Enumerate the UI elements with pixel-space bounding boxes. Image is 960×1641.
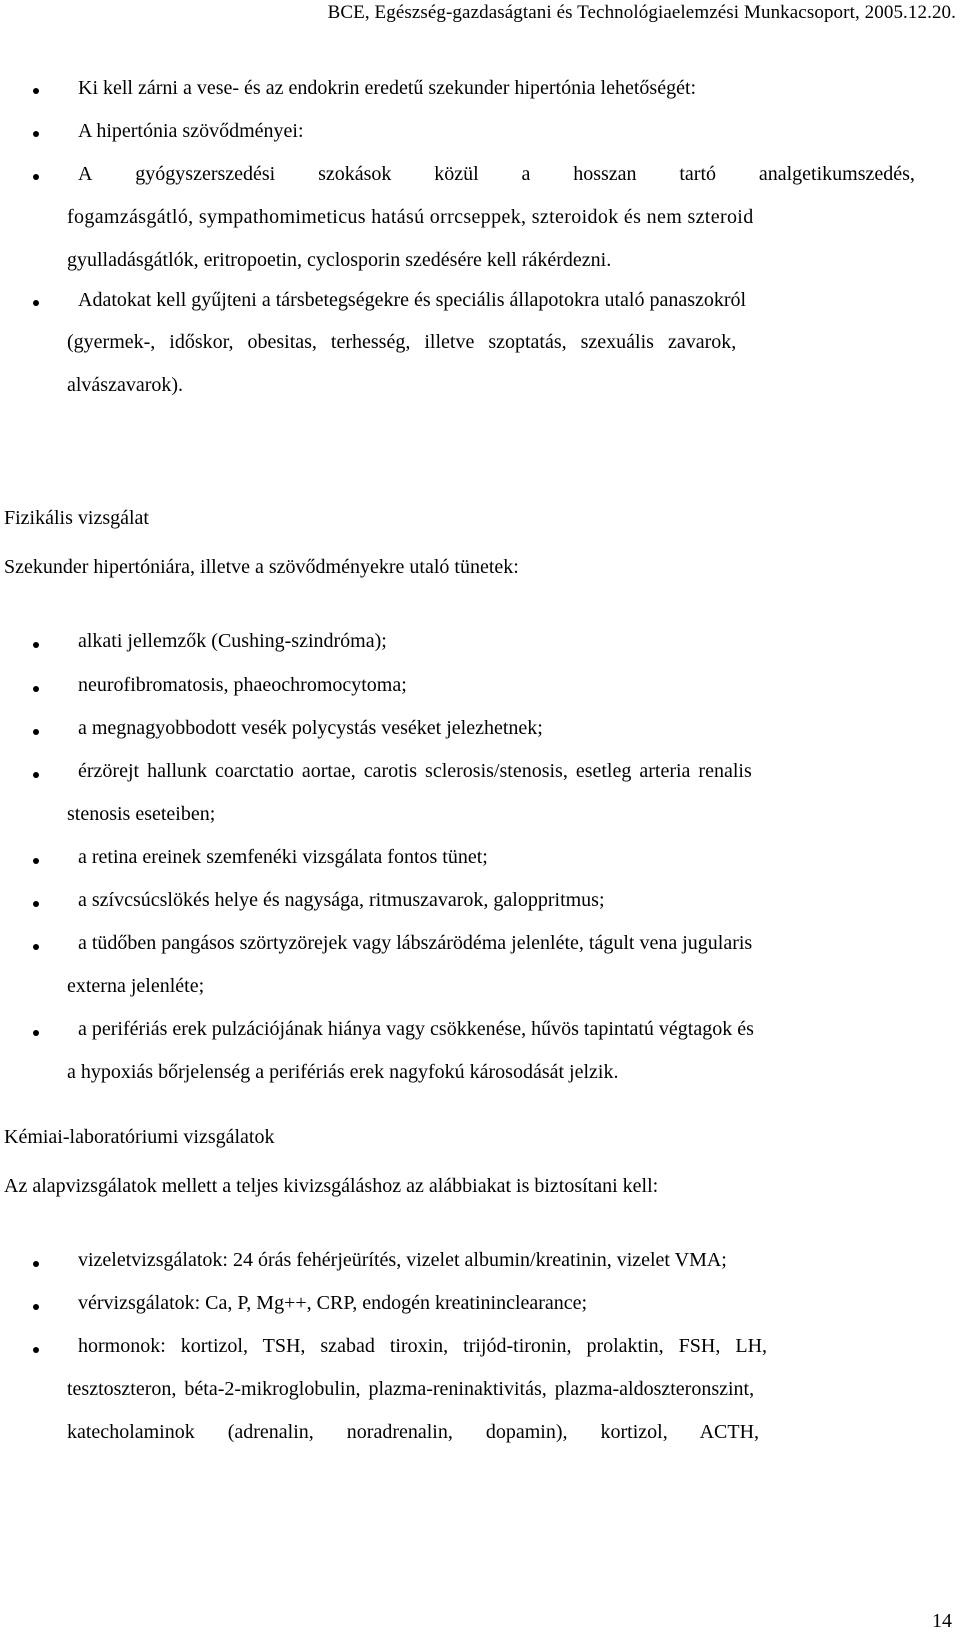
list-item-line: stenosis eseteiben; bbox=[67, 803, 216, 825]
bullet-icon bbox=[33, 300, 39, 306]
bullet-icon bbox=[33, 772, 39, 778]
bullet-icon bbox=[33, 131, 39, 137]
bullet-icon bbox=[33, 944, 39, 950]
running-header: BCE, Egészség-gazdaságtani és Technológiaelemzési Munkacsoport, 2005.12.20. bbox=[327, 2, 956, 23]
list-item-line: A gyógyszerszedési szokások közül a hosszan tartó analgetikumszedés, bbox=[78, 163, 915, 185]
list-item-line: Adatokat kell gyűjteni a társbetegségekre és speciális állapotokra utaló panaszokról bbox=[78, 289, 747, 311]
bullet-icon bbox=[33, 1347, 39, 1353]
bullet-icon bbox=[33, 901, 39, 907]
list-item-line: hormonok: kortizol, TSH, szabad tiroxin, trijód-tironin, prolaktin, FSH, LH, bbox=[78, 1335, 768, 1357]
list-item-line: alvászavarok). bbox=[67, 374, 184, 396]
bullet-icon bbox=[33, 1304, 39, 1310]
list-item-line: a perifériás erek pulzációjának hiánya vagy csökkenése, hűvös tapintatú végtagok és bbox=[78, 1018, 754, 1040]
list-item: a szívcsúcslökés helye és nagysága, ritmuszavarok, galoppritmus; bbox=[78, 889, 605, 911]
list-item-line: érzörejt hallunk coarctatio aortae, carotis sclerosis/stenosis, esetleg arteria renalis bbox=[78, 760, 752, 782]
list-item-line: a tüdőben pangásos szörtyzörejek vagy lábszárödéma jelenléte, tágult vena jugularis bbox=[78, 932, 753, 954]
list-item: alkati jellemzők (Cushing-szindróma); bbox=[78, 630, 387, 652]
section-heading-lab: Kémiai-laboratóriumi vizsgálatok bbox=[4, 1126, 275, 1148]
bullet-icon bbox=[33, 858, 39, 864]
list-item-line: a hypoxiás bőrjelenség a perifériás erek nagyfokú károsodását jelzik. bbox=[67, 1061, 619, 1083]
list-item-line: (gyermek-, időskor, obesitas, terhesség, illetve szoptatás, szexuális zavarok, bbox=[67, 331, 737, 353]
list-item: Ki kell zárni a vese- és az endokrin eredetű szekunder hipertónia lehetőségét: bbox=[78, 77, 697, 99]
bullet-icon bbox=[33, 1261, 39, 1267]
bullet-icon bbox=[33, 729, 39, 735]
list-item: vizeletvizsgálatok: 24 órás fehérjeürítés, vizelet albumin/kreatinin, vizelet VMA; bbox=[78, 1249, 727, 1271]
list-item-line: gyulladásgátlók, eritropoetin, cyclosporin szedésére kell rákérdezni. bbox=[67, 249, 612, 271]
bullet-icon bbox=[33, 88, 39, 94]
list-item-line: externa jelenléte; bbox=[67, 975, 205, 997]
list-item-line: fogamzásgátló, sympathomimeticus hatású orrcseppek, szteroidok és nem szteroid bbox=[67, 206, 754, 228]
list-item: a megnagyobbodott vesék polycystás veséket jelezhetnek; bbox=[78, 717, 543, 739]
list-item-line: katecholaminok (adrenalin, noradrenalin, dopamin), kortizol, ACTH, bbox=[67, 1421, 760, 1443]
bullet-icon bbox=[33, 642, 39, 648]
section-heading-physical: Fizikális vizsgálat bbox=[4, 507, 149, 529]
bullet-icon bbox=[33, 686, 39, 692]
page-number: 14 bbox=[932, 1610, 952, 1632]
list-item: vérvizsgálatok: Ca, P, Mg++, CRP, endogén kreatininclearance; bbox=[78, 1292, 588, 1314]
section-intro-lab: Az alapvizsgálatok mellett a teljes kivizsgáláshoz az alábbiakat is biztosítani kell: bbox=[4, 1175, 659, 1197]
section-intro-physical: Szekunder hipertóniára, illetve a szövődményekre utaló tünetek: bbox=[4, 556, 519, 578]
bullet-icon bbox=[33, 174, 39, 180]
list-item: neurofibromatosis, phaeochromocytoma; bbox=[78, 674, 407, 696]
list-item: A hipertónia szövődményei: bbox=[78, 120, 304, 142]
list-item: a retina ereinek szemfenéki vizsgálata fontos tünet; bbox=[78, 846, 488, 868]
bullet-icon bbox=[33, 1030, 39, 1036]
list-item-line: tesztoszteron, béta-2-mikroglobulin, plazma-reninaktivitás, plazma-aldoszteronszint, bbox=[67, 1378, 755, 1400]
